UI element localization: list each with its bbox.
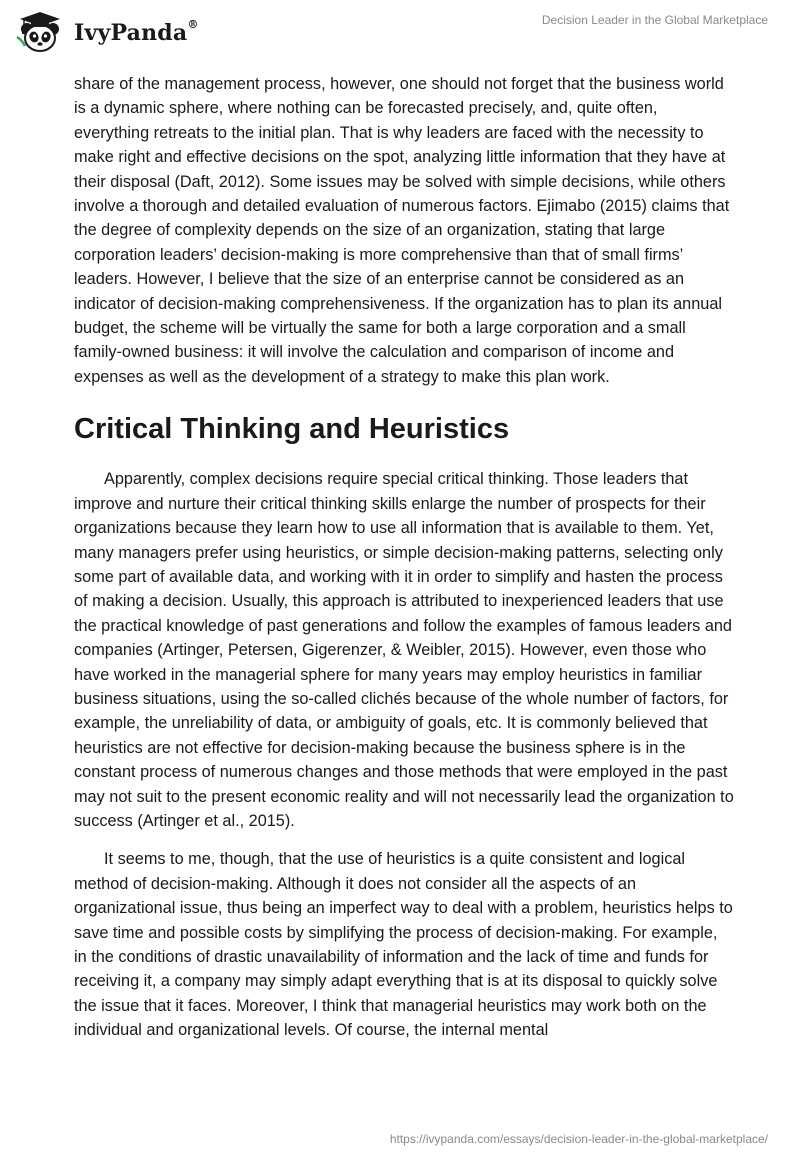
paragraph: It seems to me, though, that the use of heuristics is a quite consistent and logical method of decision-making. Although it does not consider all the aspects of an organizational issue, thus being an imperfect way to deal with a problem, heuristics helps to save time and possible costs by simplifying the process of decision-making. For example, in the conditions of drastic unavailability of information and the lack of time and funds for receiving it, a company may simply adapt everything that is at its disposal to quickly solve the issue that it faces. Moreover, I think that managerial heuristics may work both on the individual and organizational levels. Of course, the internal mental [74, 850, 733, 1040]
paragraph: Apparently, complex decisions require special critical thinking. Those leaders that improve and nurture their critical thinking skills enlarge the number of prospects for their organizations because they learn how to use all information that is available to them. Yet, many managers prefer using heuristics, or simple decision-making patterns, selecting only some part of available data, and working with it in order to simplify and hasten the process of making a decision. Usually, this approach is attributed to inexperienced leaders that use the practical knowledge of past generations and follow the examples of famous leaders and companies (Artinger, Petersen, Gigerenzer, & Weibler, 2015). However, even those who have worked in the managerial sphere for many years may employ heuristics in familiar business situations, using the so-called clichés because of the whole number of factors, for example, the unreliability of data, or ambiguity of goals, etc. It is commonly believed that heuristics are not effective for decision-making because the business sphere is in the constant process of numerous changes and those methods that were employed in the past may not suit to the present economic reality and will not necessarily lead the organization to success (Artinger et al., 2015). [74, 470, 734, 830]
document-title: Decision Leader in the Global Marketplace [541, 13, 768, 27]
source-url[interactable]: https://ivypanda.com/essays/decision-leader-in-the-global-marketplace/ [389, 1132, 768, 1146]
logo[interactable] [14, 10, 199, 54]
section-heading: Critical Thinking and Heuristics [74, 413, 510, 446]
brand-name: IvyPanda® [74, 18, 199, 46]
panda-graduation-cap-icon [14, 10, 66, 54]
page-header [0, 0, 800, 62]
paragraph: share of the management process, however, one should not forget that the business world is a dynamic sphere, where nothing can be forecasted precisely, and, quite often, everything retreats to the initial plan. That is why leaders are faced with the necessity to make right and effective decisions on the spot, analyzing little information that they have at their disposal (Daft, 2012). Some issues may be solved with simple decisions, while others involve a thorough and detailed evaluation of numerous factors. Ejimabo (2015) claims that the degree of complexity depends on the size of an organization, stating that large corporation leaders’ decision-making is more comprehensive than that of small firms’ leaders. However, I believe that the size of an enterprise cannot be considered as an indicator of decision-making comprehensiveness. If the organization has to plan its annual budget, the scheme will be virtually the same for both a large corporation and a small family-owned business: it will involve the calculation and comparison of income and expenses as well as the development of a strategy to make this plan work. [74, 75, 730, 386]
essay-content [74, 72, 734, 1043]
